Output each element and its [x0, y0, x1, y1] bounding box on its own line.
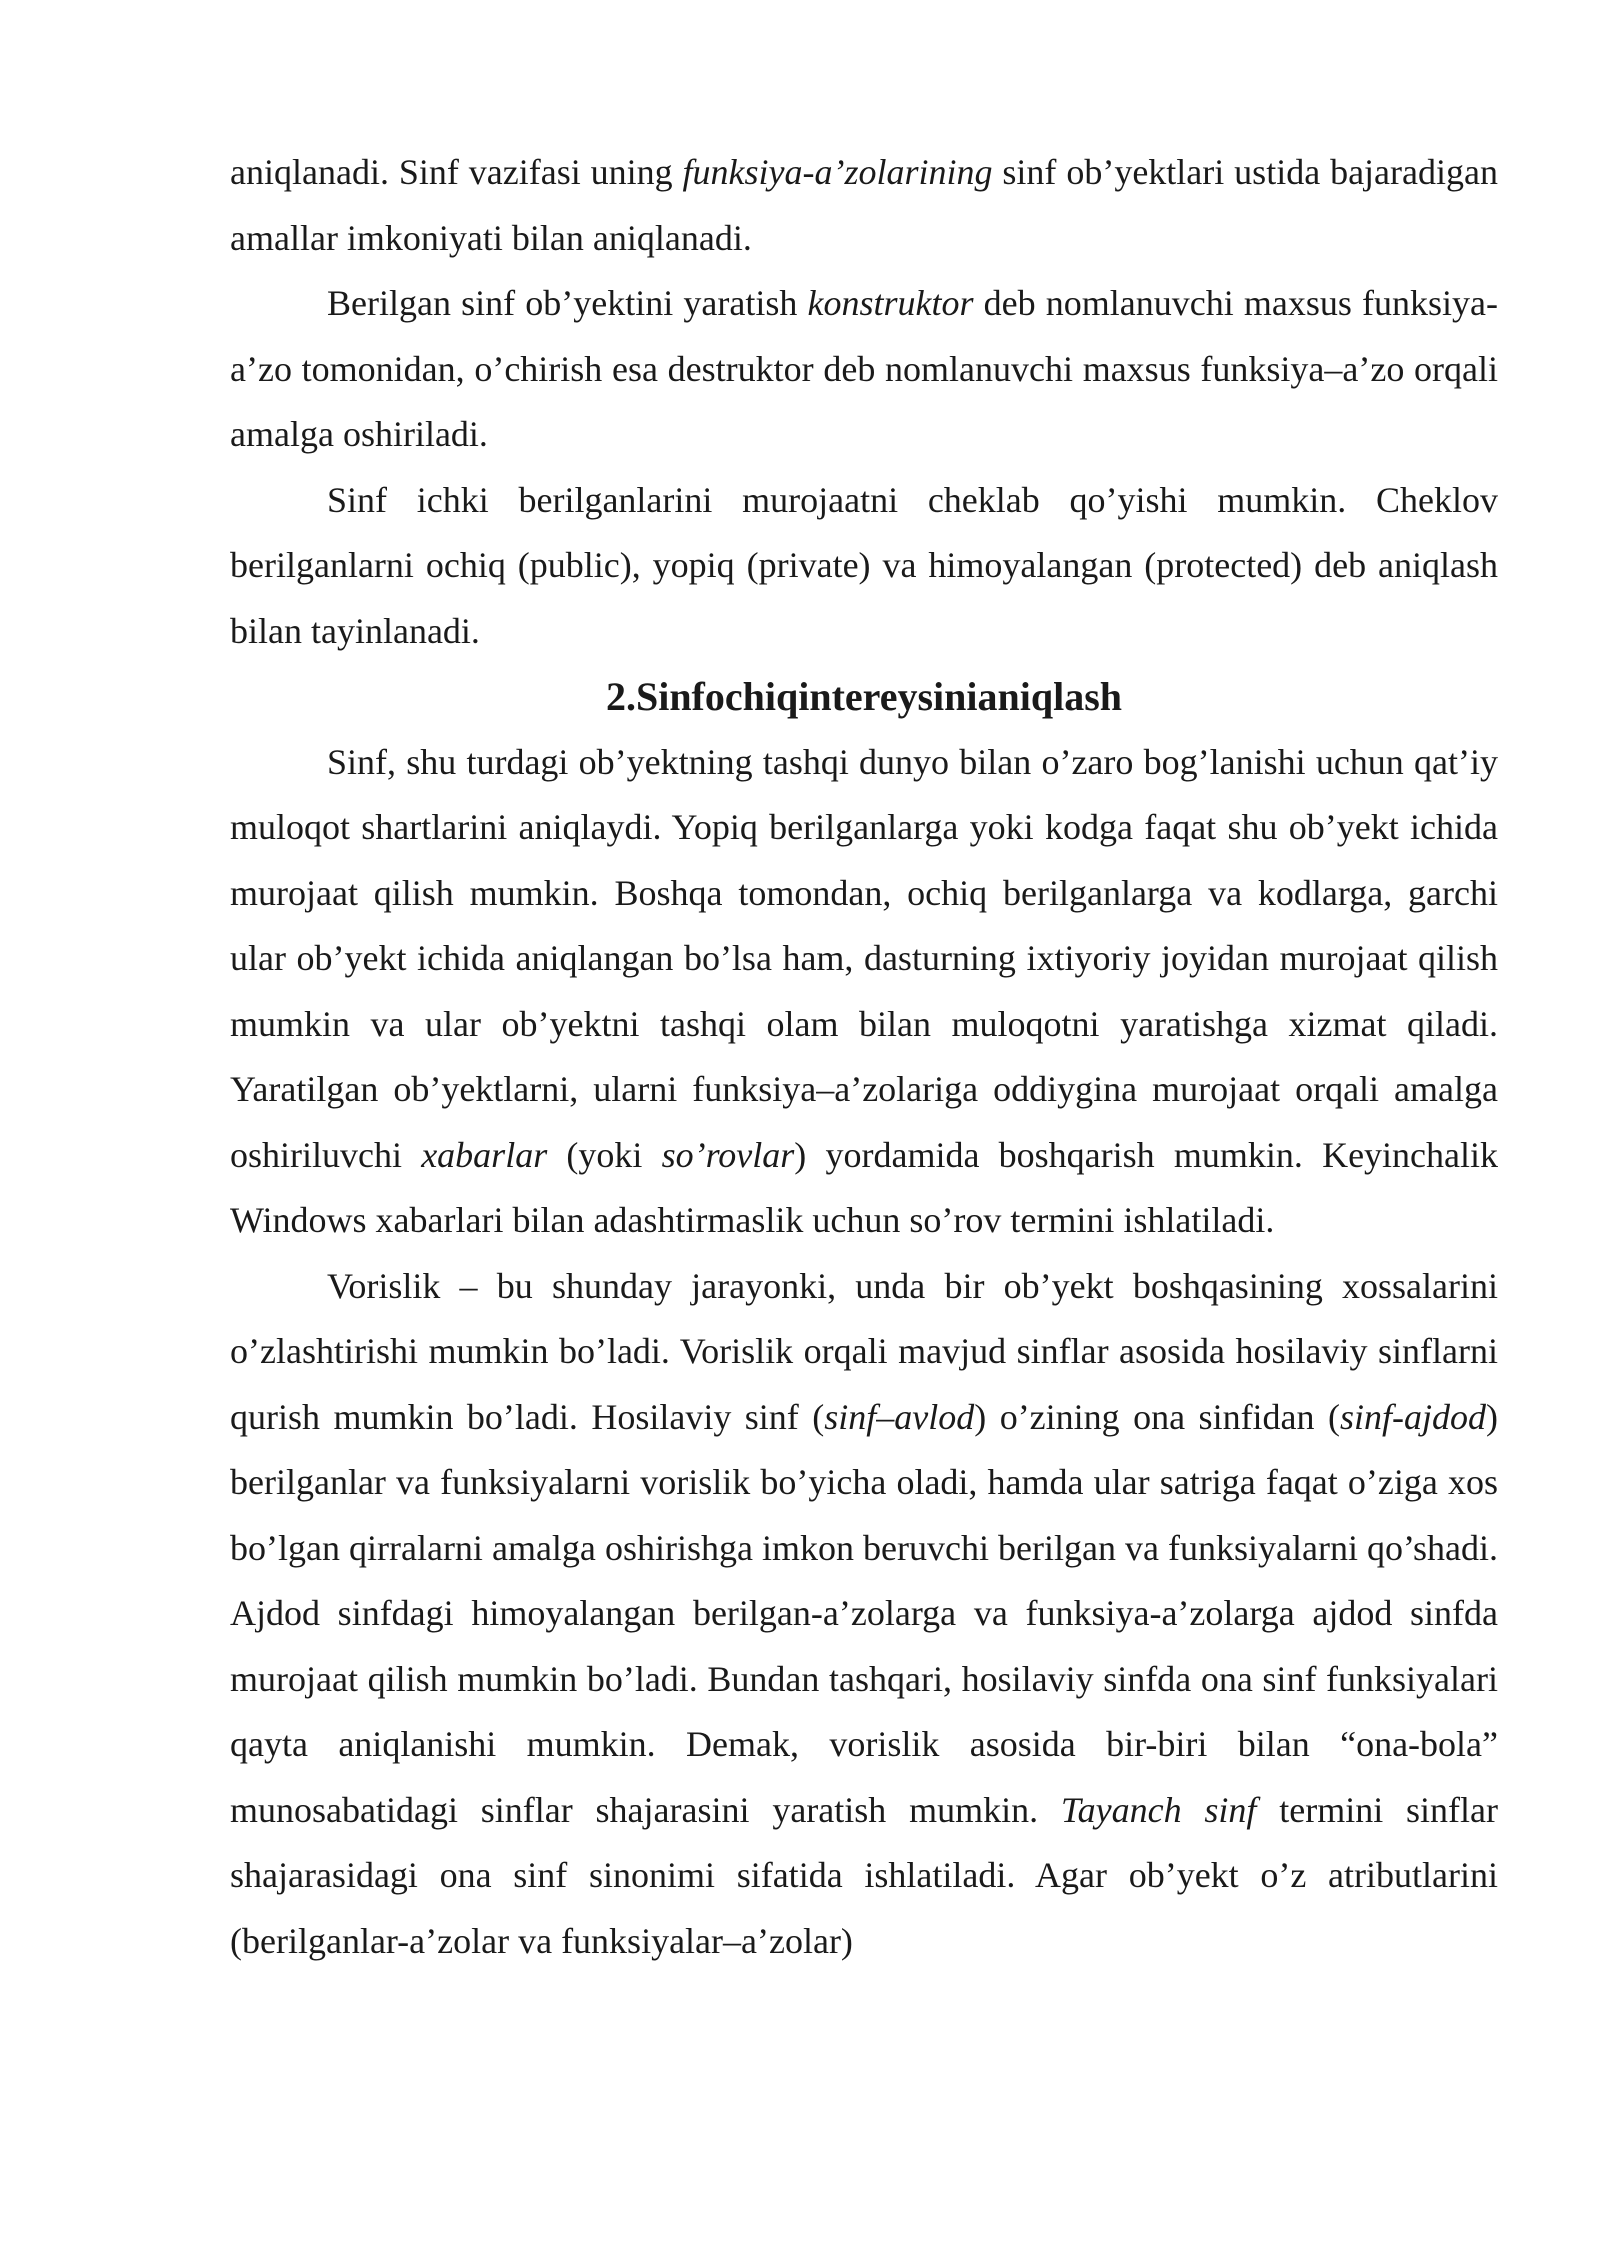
text-run: termini sinflar shajarasidagi ona sinf sinonimi sifatida ishlatiladi. Agar ob’yekt o’z atributlarini (berilganlar-a’zolar va funksiyalar–a’zolar) — [230, 1789, 1499, 1961]
paragraph-p5 — [230, 1254, 1498, 1975]
italic-term: so’rovlar — [661, 1134, 795, 1175]
italic-term: funksiya-a’zolarining — [682, 152, 993, 192]
paragraph-p4 — [230, 730, 1498, 1254]
italic-term: sinf-ajdod — [1339, 1396, 1486, 1437]
italic-term: sinf–avlod — [824, 1396, 975, 1437]
text-run: Berilgan sinf ob’yektini yaratish — [327, 283, 808, 323]
text-run: ) yordamida boshqarish mumkin. Keyinchalik Windows xabarlari bilan adashtirmaslik uchun so’rov termini ishlatiladi. — [230, 1134, 1499, 1240]
text-run: Sinf, shu turdagi ob’yektning tashqi dunyo bilan o’zaro bog’lanishi uchun qat’iy muloqot shartlarini aniqlaydi. Yopiq berilganlarga yoki kodga faqat shu ob’yekt ichida murojaat qilish mumkin. Boshqa tomondan, ochiq berilganlarga va kodlarga, garchi ular ob’yekt ichida aniqlangan bo’lsa ham, dasturning ixtiyoriy joyidan murojaat qilish mumkin va ular ob’yektni tashqi olam bilan muloqotni yaratishga xizmat qiladi. Yaratilgan ob’yektlarni, ularni funksiya–a’zolariga oddiygina murojaat orqali amalga oshiriluvchi — [230, 741, 1498, 1175]
document-page — [230, 140, 1498, 1974]
body-text-before-heading — [230, 140, 1498, 664]
italic-term: Tayanch sinf — [1060, 1789, 1257, 1830]
text-run: (yoki — [547, 1134, 662, 1175]
paragraph-p2 — [230, 271, 1498, 468]
text-run: sinf ob’yektlari ustida bajaradigan amallar imkoniyati bilan aniqlanadi. — [230, 152, 1498, 258]
paragraph-p1 — [230, 140, 1498, 271]
text-run: ) o’zining ona sinfidan ( — [974, 1396, 1340, 1437]
paragraph-p3 — [230, 468, 1498, 665]
section-heading: 2.Sinfochiqintereysinianiqlash — [605, 674, 1123, 719]
text-run: aniqlanadi. Sinf vazifasi uning — [230, 152, 683, 192]
italic-term: xabarlar — [421, 1134, 548, 1175]
text-run: Vorislik – bu shunday jarayonki, unda bir ob’yekt boshqasining xossalarini o’zlashtirishi mumkin bo’ladi. Vorislik orqali mavjud sinflar asosida hosilaviy sinflarni qurish mumkin bo’ladi. Hosilaviy sinf ( — [230, 1265, 1498, 1437]
body-text-after-heading — [230, 730, 1498, 1975]
text-run: ) berilganlar va funksiyalarni vorislik bo’yicha oladi, hamda ular satriga faqat o’ziga xos bo’lgan qirralarni amalga oshirishga imkon beruvchi berilgan va funksiyalarni qo’shadi. Ajdod sinfdagi himoyalangan berilgan-a’zolarga va funksiya-a’zolarga ajdod sinfda murojaat qilish mumkin bo’ladi. Bundan tashqari, hosilaviy sinfda ona sinf funksiyalari qayta aniqlanishi mumkin. Demak, vorislik asosida bir-biri bilan “ona-bola” munosabatidagi sinflar shajarasini yaratish mumkin. — [230, 1396, 1498, 1830]
text-run: Sinf ichki berilganlarini murojaatni cheklab qo’yishi mumkin. Cheklov berilganlarni ochiq (public), yopiq (private) va himoyalangan (protected) deb aniqlash bilan tayinlanadi. — [230, 479, 1498, 651]
text-run: deb nomlanuvchi maxsus funksiya-a’zo tomonidan, o’chirish esa destruktor deb nomlanuvchi maxsus funksiya–a’zo orqali amalga oshiriladi. — [230, 283, 1498, 454]
italic-term: konstruktor — [807, 283, 974, 323]
